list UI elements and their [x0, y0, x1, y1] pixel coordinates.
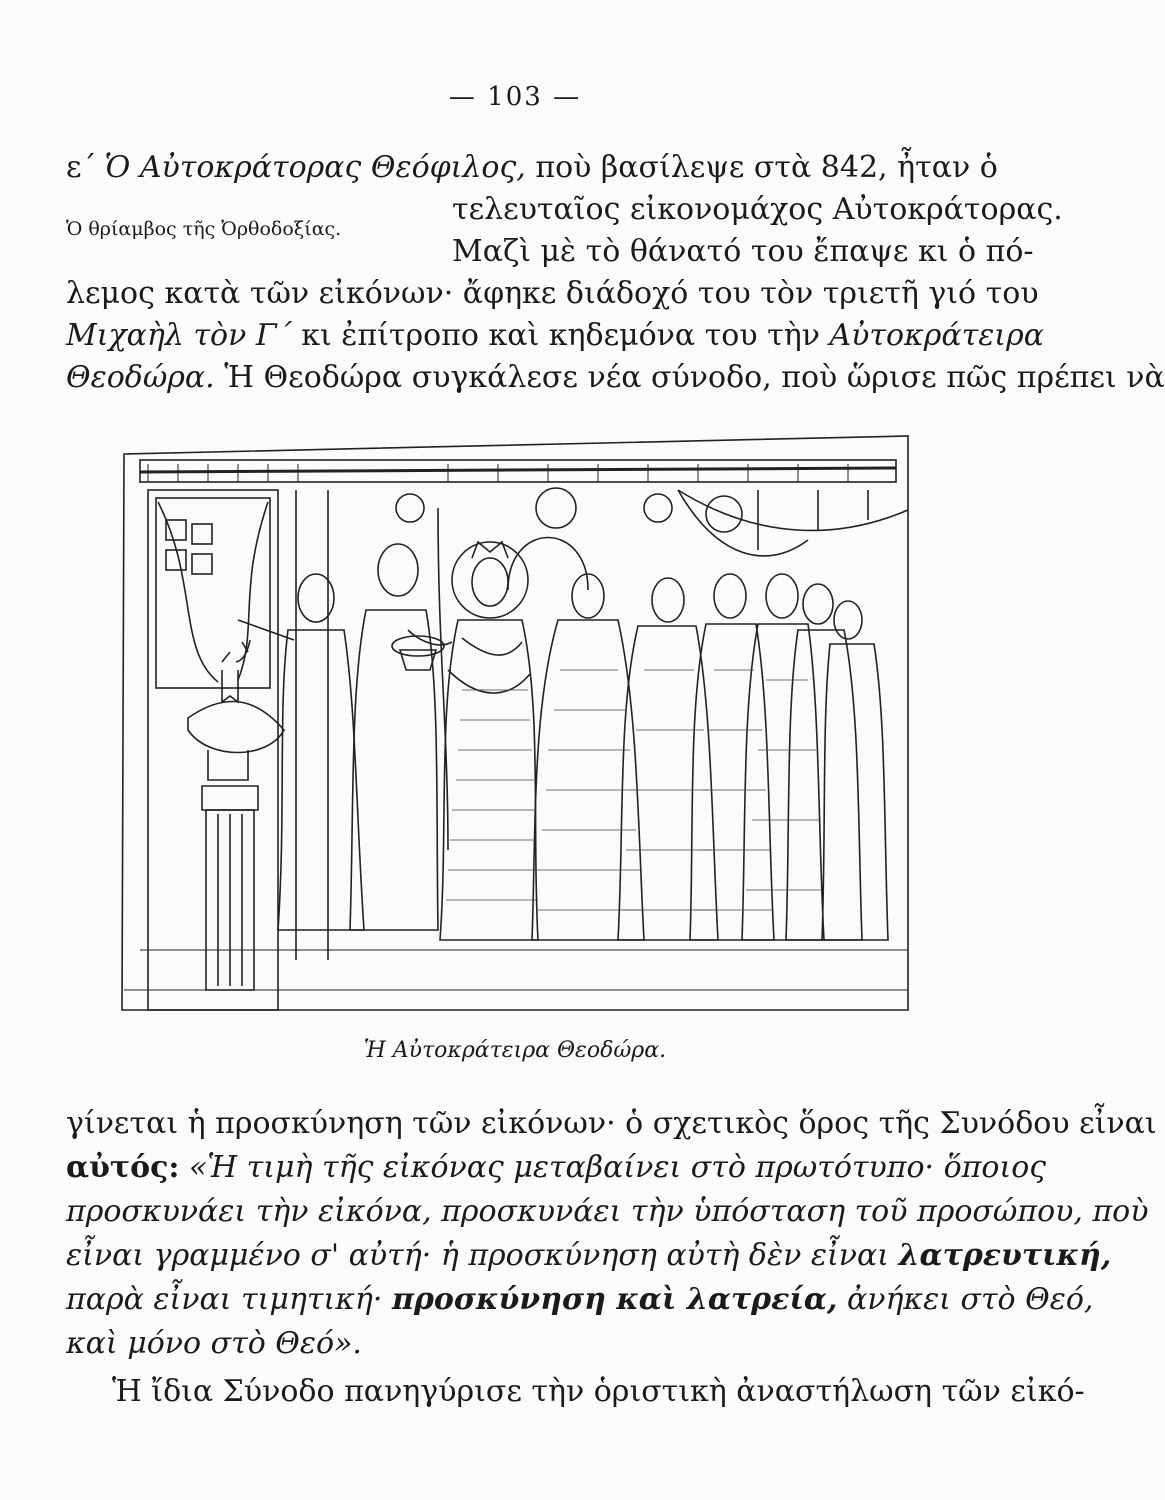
text-line: εἶναι γραμμένο σ' αὐτή· ἡ προσκύνηση αὐτὴ δὲν εἶναι λατρευτική, — [66, 1238, 1112, 1273]
text-line: καὶ μόνο στὸ Θεό». — [66, 1326, 362, 1361]
text-line: Μαζὶ μὲ τὸ θάνατό του ἔπαψε κι ὁ πό- — [452, 234, 1034, 269]
mosaic-illustration — [118, 430, 926, 1014]
text-line: γίνεται ἡ προσκύνηση τῶν εἰκόνων· ὁ σχετικὸς ὅρος τῆς Συνόδου εἶναι — [66, 1106, 1157, 1141]
text-line: αὐτός: «Ἡ τιμὴ τῆς εἰκόνας μεταβαίνει στὸ πρωτότυπο· ὅποιος — [66, 1150, 1047, 1185]
text-line: τελευταῖος εἰκονομάχος Αὐτοκράτορας. — [452, 192, 1063, 227]
text-line: προσκυνάει τὴν εἰκόνα, προσκυνάει τὴν ὑπόσταση τοῦ προσώπου, ποὺ — [66, 1194, 1149, 1229]
text-line: παρὰ εἶναι τιμητική· προσκύνηση καὶ λατρεία, ἀνήκει στὸ Θεό, — [66, 1282, 1094, 1317]
page-number: — 103 — — [448, 82, 582, 112]
figure-caption: Ἡ Αὐτοκράτειρα Θεοδώρα. — [363, 1038, 667, 1063]
text-line: ε΄ Ὁ Αὐτοκράτορας Θεόφιλος, ποὺ βασίλεψε στὰ 842, ἦταν ὁ — [66, 150, 998, 185]
text-line: Μιχαὴλ τὸν Γ΄ κι ἐπίτροπο καὶ κηδεμόνα του τὴν Αὐτοκράτειρα — [66, 318, 1044, 353]
text-line: Θεοδώρα. Ἡ Θεοδώρα συγκάλεσε νέα σύνοδο, ποὺ ὥρισε πῶς πρέπει νὰ — [66, 360, 1165, 395]
margin-note: Ὁ θρίαμβος τῆς Ὀρθοδοξίας. — [66, 218, 342, 240]
text-line: λεμος κατὰ τῶν εἰκόνων· ἄφηκε διάδοχό του τὸν τριετῆ γιό του — [66, 276, 1039, 311]
text-line: Ἡ ἴδια Σύνοδο πανηγύρισε τὴν ὁριστικὴ ἀναστήλωση τῶν εἰκό- — [112, 1374, 1085, 1409]
section-marker: ε΄ — [66, 150, 97, 185]
